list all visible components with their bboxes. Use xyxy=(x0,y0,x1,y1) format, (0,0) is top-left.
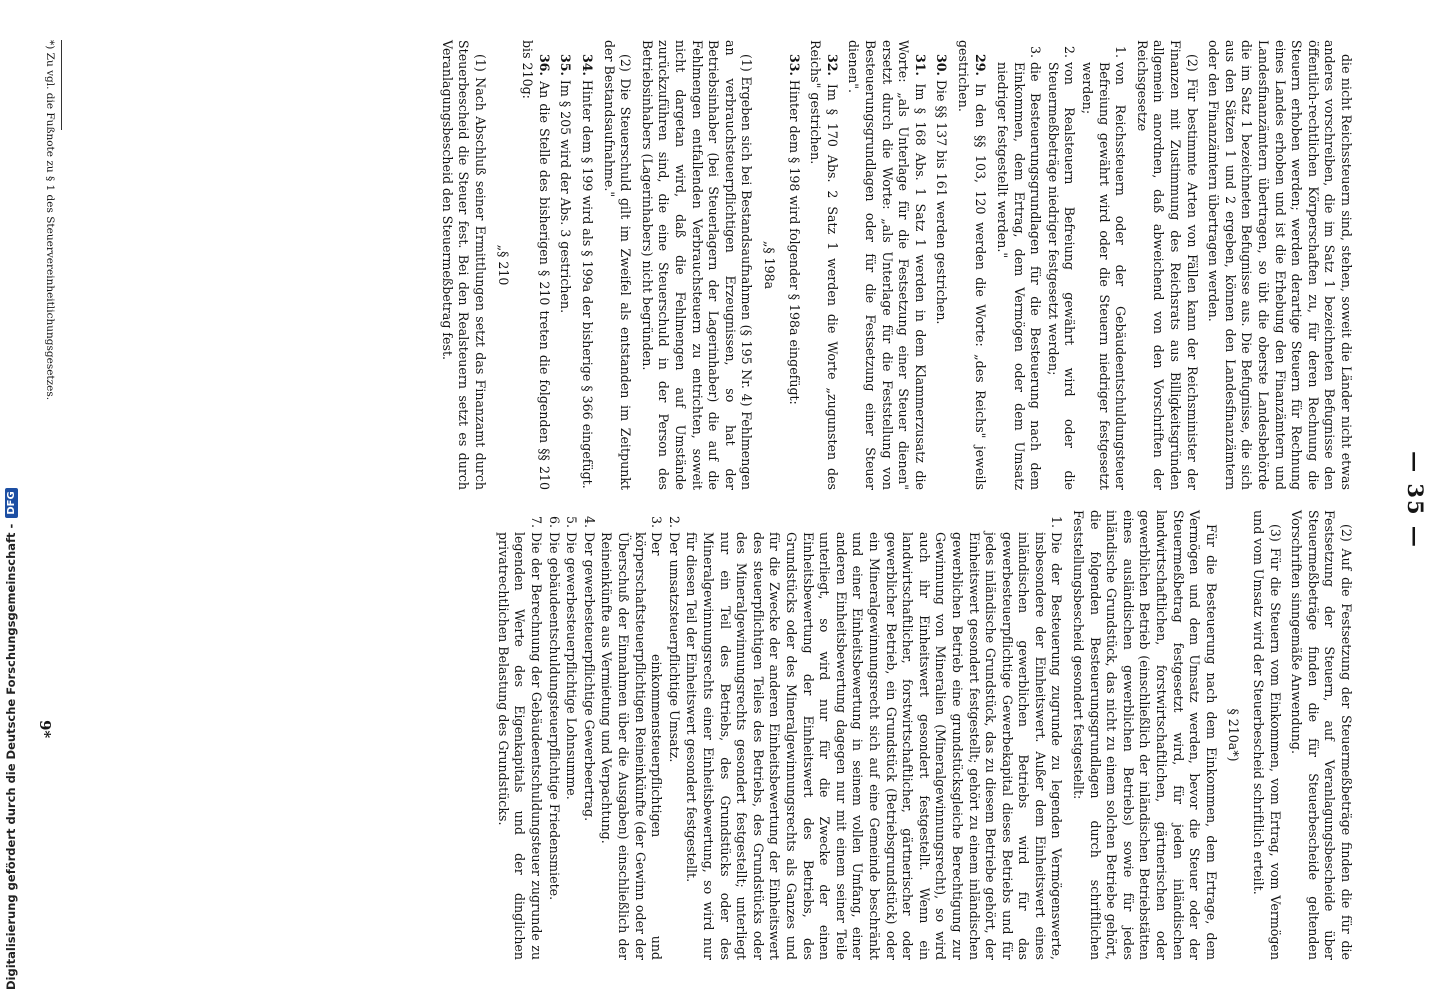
section-text: Hinter dem § 198 wird folgender § 198a eingefügt: xyxy=(786,75,802,405)
section-text: Im § 168 Abs. 1 Satz 1 werden in dem Klammerzusatz die Worte: „als Unterlage für die Festsetzung einer Steuer dienen" ersetzt durch die Worte: „als Unterlage für die Feststellung von Besteuerungsgrundlagen oder für die Festsetzung einer Steuer dienen". xyxy=(846,40,928,490)
numbered-list xyxy=(994,40,1129,490)
sheet-signature: 9* xyxy=(36,720,54,739)
section-number: 34. xyxy=(580,54,596,76)
section-32 xyxy=(807,40,840,490)
right-column xyxy=(488,510,1354,960)
list-item: 3. Der einkommensteuerpflichtigen und körperschaftsteuerpflichtigen Reineinkünfte (der Gewinn oder der Überschuß der Einnahmen über die Ausgaben) einschließlich der Reineinkünfte aus Vermietung und Verpachtung. xyxy=(598,532,664,960)
section-text: Die §§ 137 bis 161 werden gestrichen. xyxy=(934,75,950,325)
section-text: An die Stelle des bisherigen § 210 treten die folgenden §§ 210 bis 210g: xyxy=(520,40,552,490)
section-heading-210a: § 210a*) xyxy=(1226,708,1242,762)
paragraph: (2) Für bestimmte Arten von Fällen kann der Reichsminister der Finanzen mit Zustimmung des Reichsrats aus Billigkeitsgründen allgemein anordnen, daß abweichend von den Vorschriften der Reichsgesetze xyxy=(1134,40,1200,490)
section-30 xyxy=(933,40,950,490)
list-item: 7. Die der Berechnung der Gebäudeentschuldungsteuer zugrunde zu legenden Werte des Eigenkapitals und der dinglichen privatrechtlichen Belastung des Grundstücks. xyxy=(494,532,544,960)
paragraph: (1) Nach Abschluß seiner Ermittlungen setzt das Finanzamt durch Steuerbescheid die Steuer fest. Bei den Realsteuern setzt es durch Veranlagungsbescheid den Steuermeßbetrag fest. xyxy=(439,40,489,490)
list-item: 4. Der gewerbesteuerpflichtige Gewerbeertrag. xyxy=(580,532,597,960)
paragraph: (1) Ergeben sich bei Bestandsaufnahmen (§ 195 Nr. 4) Fehlmengen an verbrauchsteuerpflichtigen Erzeugnissen, so hat der Betriebsinhaber (bei Steuerlagern der Lagerinhaber) die auf die Fehlmengen entfallenden Verbrauchsteuern zu entrichten, soweit nicht dargetan wird, daß die Fehlmengen auf Umstände zurückzuführen sind, die eine Steuerschuld in der Person des Betriebsinhabers (Lagerinhabers) nicht begründen. xyxy=(639,40,755,490)
dfg-logo-icon: DFG xyxy=(5,488,18,517)
list-item: 5. Die gewerbesteuerpflichtige Lohnsumme. xyxy=(563,532,580,960)
section-number: 33. xyxy=(786,54,802,76)
page-number: — 35 — xyxy=(1403,451,1428,549)
section-text: In den §§ 103, 120 werden die Worte: „des Reichs" jeweils gestrichen. xyxy=(955,40,988,490)
left-column xyxy=(433,40,1354,490)
list-item: 3. die Besteuerungsgrundlagen für die Besteuerung nach dem Einkommen, dem Ertrag, dem Vermögen oder dem Umsatz niedriger festgestellt werden." xyxy=(994,62,1044,490)
section-29 xyxy=(954,40,987,490)
section-31 xyxy=(845,40,928,490)
list-item: 6. Die gebäudeentschuldungsteuerpflichtige Friedensmiete. xyxy=(545,532,562,960)
list-item: 2. von Realsteuern Befreiung gewährt wird oder die Steuermeßbeträge niedriger festgesetzt werden; xyxy=(1044,62,1077,490)
section-number: 30. xyxy=(934,54,950,76)
list-item: 1. von Reichssteuern oder der Gebäudeentschuldungsteuer Befreiung gewährt wird oder die Steuern niedriger festgesetzt werden; xyxy=(1079,62,1129,490)
digitization-text: Digitalisierung gefördert durch die Deutsche Forschungsgemeinschaft - xyxy=(4,523,18,990)
section-number: 32. xyxy=(824,54,840,76)
digitization-notice xyxy=(0,0,22,1000)
paragraph: (2) Auf die Festsetzung der Steuermeßbeträge finden die für die Festsetzung der Steuern, auf Veranlagungsbescheide über Steuermeßbeträge finden die für Steuerbescheide geltenden Vorschriften sinngemäße Anwendung. xyxy=(1289,510,1354,960)
section-text: Im § 205 wird der Abs. 3 gestrichen. xyxy=(558,75,574,314)
numbered-list xyxy=(494,510,1064,960)
section-33 xyxy=(785,40,802,490)
paragraph: (2) Die Steuerschuld gilt im Zweifel als entstanden im Zeitpunkt der Bestandsaufnahme." xyxy=(601,40,634,490)
paragraph: Für die Besteuerung nach dem Einkommen, dem Ertrage, dem Vermögen und dem Umsatz werden, bevor die Steuer oder der Steuermeßbetrag festgesetzt wird, für jeden inländischen landwirtschaftlichen, forstwirtschaftlichen, gärtnerischen oder gewerblichen Betrieb (einschließlich der inländischen Betriebstätten eines ausländischen gewerblichen Betriebs) sowie für jedes inländische Grundstück, das nicht zu einem solchen Betriebe gehört, die folgenden Besteuerungsgrundlagen durch schriftlichen Feststellungsbescheid gesondert festgestellt: xyxy=(1071,510,1219,960)
section-36 xyxy=(519,40,552,490)
section-heading-210: „§ 210 xyxy=(495,244,511,286)
footnote-rule xyxy=(61,40,62,130)
footnote: *) Zu vgl. die Fußnote zu § 1 des Steuervereinheitlichungsgesetzes. xyxy=(44,40,56,401)
list-item: 2. Der umsatzsteuerpflichtige Umsatz. xyxy=(665,532,682,960)
paragraph: (3) Für die Steuern vom Einkommen, vom Ertrag, vom Vermögen und vom Umsatz wird der Steuerbescheid schriftlich erteilt. xyxy=(1251,510,1283,960)
section-number: 29. xyxy=(972,54,988,76)
section-heading-198a: „§ 198a xyxy=(762,240,777,290)
section-number: 36. xyxy=(536,54,552,76)
section-number: 31. xyxy=(912,54,928,76)
section-34 xyxy=(578,40,595,490)
section-text: Hinter dem § 199 wird als § 199a der bisherige § 366 eingefügt. xyxy=(580,75,596,489)
section-text: Im § 170 Abs. 2 Satz 1 werden die Worte „zugunsten des Reichs" gestrichen. xyxy=(808,40,840,490)
section-number: 35. xyxy=(558,54,574,76)
section-35 xyxy=(557,40,574,490)
list-item: 1. Die der Besteuerung zugrunde zu legenden Vermögenswerte, insbesondere der Einheitswert. Außer dem Einheitswert eines inländischen gewerblichen Betriebs wird für das gewerbesteuerpflichtige Gewerbekapital dieses Betriebs und für jedes inländische Grundstück, das zu diesem Betriebe gehört, der Einheitswert gesondert festgestellt; gehört zu einem inländischen gewerblichen Betrieb eine grundstücksgleiche Berechtigung zur Gewinnung von Mineralien (Mineralgewinnungsrecht), so wird auch ihr Einheitswert gesondert festgestellt. Wenn ein landwirtschaftlicher, forstwirtschaftlicher, gärtnerischer oder gewerblicher Betrieb, ein Grundstück (Betriebsgrundstück) oder ein Mineralgewinnungsrecht sich auf eine Gemeinde beschränkt und einer Einheitsbewertung in seinem vollen Umfang, einer anderen Einheitsbewertung dagegen nur mit einem seiner Teile unterliegt, so wird nur für die Zwecke der einen Einheitsbewertung der Einheitswert des Betriebs, des Grundstücks oder des Mineralgewinnungsrechts als Ganzes und für die Zwecke der anderen Einheitsbewertung der Einheitswert des steuerpflichtigen Teiles des Betriebs, des Grundstücks oder des Mineralgewinnungsrechts gesondert festgestellt; unterliegt nur ein Teil des Betriebs, des Grundstücks oder des Mineralgewinnungsrechts einer Einheitsbewertung, so wird nur für diesen Teil der Einheitswert gesondert festgestellt. xyxy=(683,532,1065,960)
paragraph: die nicht Reichssteuern sind, stehen, soweit die Länder nicht etwas anderes vorschreiben, die im Satz 1 bezeichneten Befugnisse den öffentlich-rechtlichen Körperschaften zu, für deren Rechnung die Steuern erhoben werden; werden derartige Steuern für Rechnung eines Landes erhoben und ist die Erhebung den Finanzämtern und Landesfinanzämtern übertragen, so übt die oberste Landesbehörde die im Satz 1 bezeichneten Befugnisse aus. Die Befugnisse, die sich aus den Sätzen 1 und 2 ergeben, können den Landesfinanzämtern oder den Finanzämtern übertragen werden. xyxy=(1206,40,1354,490)
